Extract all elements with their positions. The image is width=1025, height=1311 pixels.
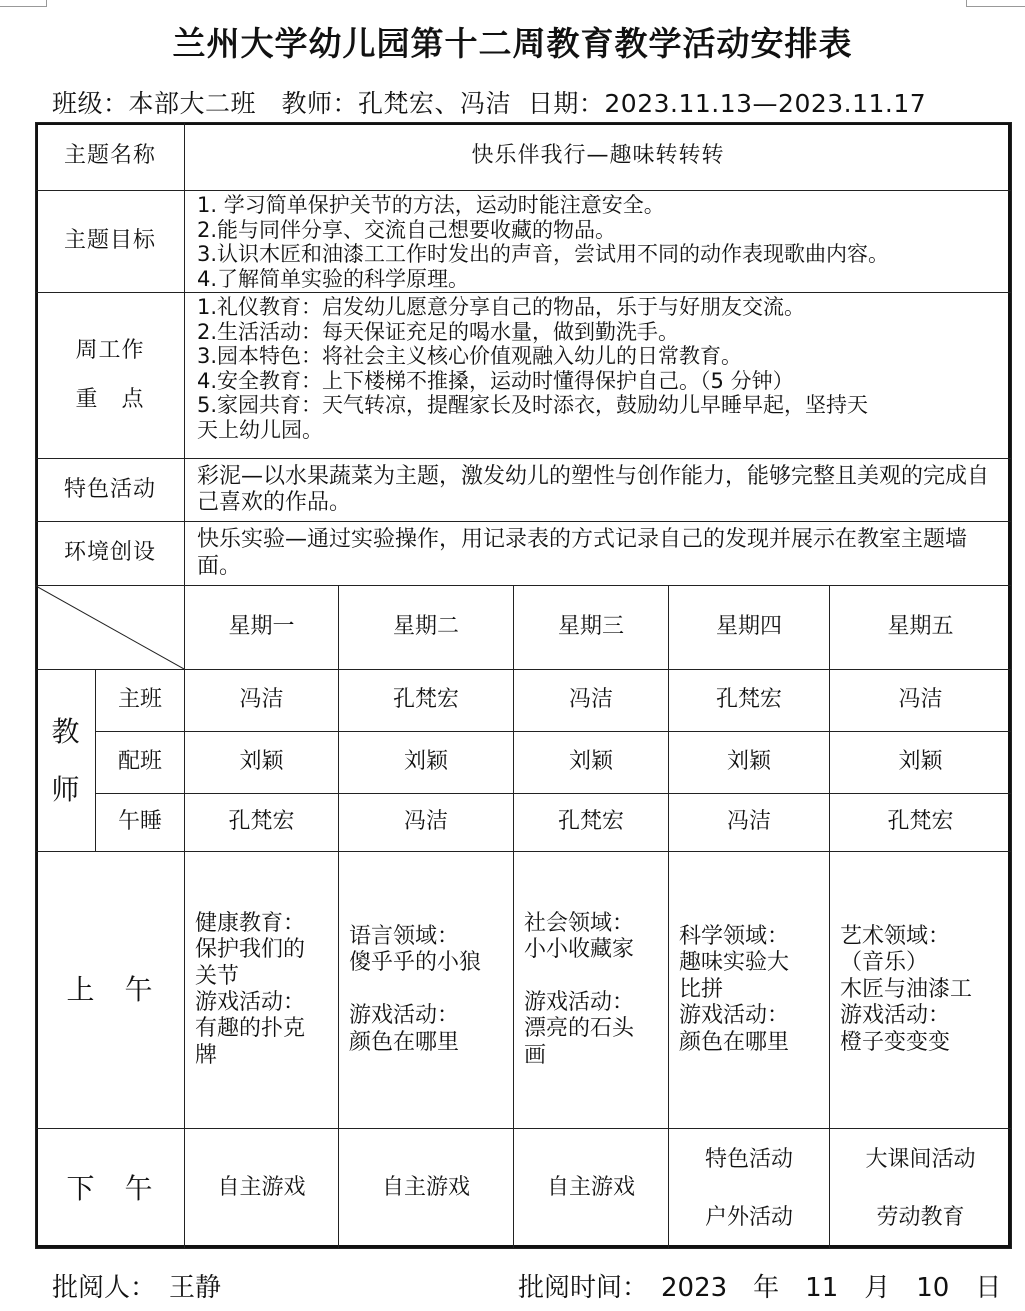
teacher-name: 冯洁 <box>830 670 1012 732</box>
teacher-name: 刘颖 <box>339 732 514 794</box>
afternoon-item: 特色活动 <box>705 1146 794 1172</box>
day-header: 星期三 <box>514 586 669 670</box>
environment-label: 环境创设 <box>36 522 185 586</box>
class-info-line: 班级：本部大二班 教师：孔梵宏、冯洁 日期：2023.11.13—2023.11.17 <box>52 89 927 118</box>
special-activity-label: 特色活动 <box>36 459 185 522</box>
teacher-label-line2: 师 <box>51 772 80 806</box>
morning-plan-wed <box>514 852 669 1129</box>
focus-item: 3.园本特色：将社会主义核心价值观融入幼儿的日常教育。 <box>197 344 743 368</box>
corner-mark-left <box>0 0 47 7</box>
schedule-table <box>35 122 1012 1249</box>
theme-label: 主题名称 <box>36 123 185 191</box>
afternoon-plan-tue: 自主游戏 <box>339 1129 514 1249</box>
environment-row <box>36 522 1012 586</box>
morning-plan-thu <box>669 852 830 1129</box>
focus-item: 2.生活活动：每天保证充足的喝水量，做到勤洗手。 <box>197 319 680 344</box>
teacher-name: 刘颖 <box>830 732 1012 794</box>
afternoon-item: 劳动教育 <box>876 1204 965 1230</box>
weekly-focus-row <box>36 293 1012 459</box>
teacher-name: 冯洁 <box>185 670 339 732</box>
teacher-name: 孔梵宏 <box>830 794 1012 852</box>
goal-item: 2.能与同伴分享、交流自己想要收藏的物品。 <box>197 217 617 242</box>
goals-list <box>185 191 1012 293</box>
afternoon-item: 户外活动 <box>705 1204 794 1230</box>
morning-plan-mon <box>185 852 339 1129</box>
morning-plan-tue <box>339 852 514 1129</box>
theme-value: 快乐伴我行—趣味转转转 <box>185 123 1012 191</box>
day-header: 星期四 <box>669 586 830 670</box>
weekly-focus-label <box>36 293 185 459</box>
teacher-name: 孔梵宏 <box>185 794 339 852</box>
plan-text: 艺术领域： （音乐） 木匠与油漆工 游戏活动： 橙子变变变 <box>840 924 973 1055</box>
morning-label: 上 午 <box>36 852 185 1129</box>
teacher-role: 配班 <box>96 732 185 794</box>
afternoon-plan-wed: 自主游戏 <box>514 1129 669 1249</box>
goal-item: 3.认识木匠和油漆工工作时发出的声音，尝试用不同的动作表现歌曲内容。 <box>197 242 890 266</box>
teacher-name: 冯洁 <box>669 794 830 852</box>
afternoon-row <box>36 1129 1012 1249</box>
teacher-label-line1: 教 <box>51 714 80 748</box>
teacher-name: 冯洁 <box>339 794 514 852</box>
theme-row <box>36 123 1012 191</box>
focus-item: 4.安全教育：上下楼梯不推搡，运动时懂得保护自己。（5 分钟） <box>197 368 794 393</box>
page-title: 兰州大学幼儿园第十二周教育教学活动安排表 <box>172 24 853 63</box>
goal-item: 1. 学习简单保护关节的方法，运动时能注意安全。 <box>197 193 665 217</box>
teacher-name: 刘颖 <box>185 732 339 794</box>
weekly-focus-label-line2: 重 点 <box>75 386 145 412</box>
teacher-role: 午睡 <box>96 794 185 852</box>
teacher-row-nap <box>36 794 1012 852</box>
plan-text: 健康教育： 保护我们的 关节 游戏活动： 有趣的扑克 牌 <box>195 910 306 1068</box>
afternoon-plan-mon: 自主游戏 <box>185 1129 339 1249</box>
diagonal-line <box>36 586 184 669</box>
afternoon-label: 下 午 <box>36 1129 185 1249</box>
plan-text: 社会领域： 小小收藏家 游戏活动： 漂亮的石头 画 <box>524 910 635 1068</box>
teacher-name: 孔梵宏 <box>514 794 669 852</box>
teacher-name: 冯洁 <box>514 670 669 732</box>
environment-value: 快乐实验—通过实验操作，用记录表的方式记录自己的发现并展示在教室主题墙面。 <box>185 522 1012 586</box>
diagonal-header-cell <box>36 586 185 670</box>
weekly-focus-label-line1: 周工作 <box>75 338 145 364</box>
weekday-header-row <box>36 586 1012 670</box>
goals-label: 主题目标 <box>36 191 185 293</box>
teacher-group-label <box>36 670 96 852</box>
teacher-name: 刘颖 <box>669 732 830 794</box>
weekly-focus-list <box>185 293 1012 459</box>
teacher-name: 孔梵宏 <box>339 670 514 732</box>
special-activity-row <box>36 459 1012 522</box>
plan-text: 科学领域： 趣味实验大 比拼 游戏活动： 颜色在哪里 <box>679 924 790 1055</box>
teacher-row-main <box>36 670 1012 732</box>
special-activity-value: 彩泥—以水果蔬菜为主题，激发幼儿的塑性与创作能力，能够完整且美观的完成自己喜欢的作品。 <box>185 459 1012 522</box>
focus-item: 1.礼仪教育：启发幼儿愿意分享自己的物品，乐于与好朋友交流。 <box>197 295 806 319</box>
reviewer: 批阅人： 王静 <box>52 1273 222 1303</box>
day-header: 星期五 <box>830 586 1012 670</box>
goals-row <box>36 191 1012 293</box>
afternoon-plan-thu <box>669 1129 830 1249</box>
focus-item: 天上幼儿园。 <box>197 417 324 442</box>
teacher-name: 刘颖 <box>514 732 669 794</box>
day-header: 星期二 <box>339 586 514 670</box>
focus-item: 5.家园共育：天气转凉，提醒家长及时添衣，鼓励幼儿早睡早起，坚持天 <box>197 393 869 417</box>
day-header: 星期一 <box>185 586 339 670</box>
morning-row <box>36 852 1012 1129</box>
teacher-name: 孔梵宏 <box>669 670 830 732</box>
goal-item: 4.了解简单实验的科学原理。 <box>197 266 470 291</box>
plan-text: 语言领域： 傻乎乎的小狼 游戏活动： 颜色在哪里 <box>349 924 482 1055</box>
corner-mark-right <box>966 0 1025 7</box>
afternoon-item: 大课间活动 <box>865 1146 976 1172</box>
afternoon-plan-fri <box>830 1129 1012 1249</box>
teacher-row-assist <box>36 732 1012 794</box>
review-time: 批阅时间： 2023 年 11 月 10 日 <box>518 1273 1002 1303</box>
morning-plan-fri <box>830 852 1012 1129</box>
teacher-role: 主班 <box>96 670 185 732</box>
